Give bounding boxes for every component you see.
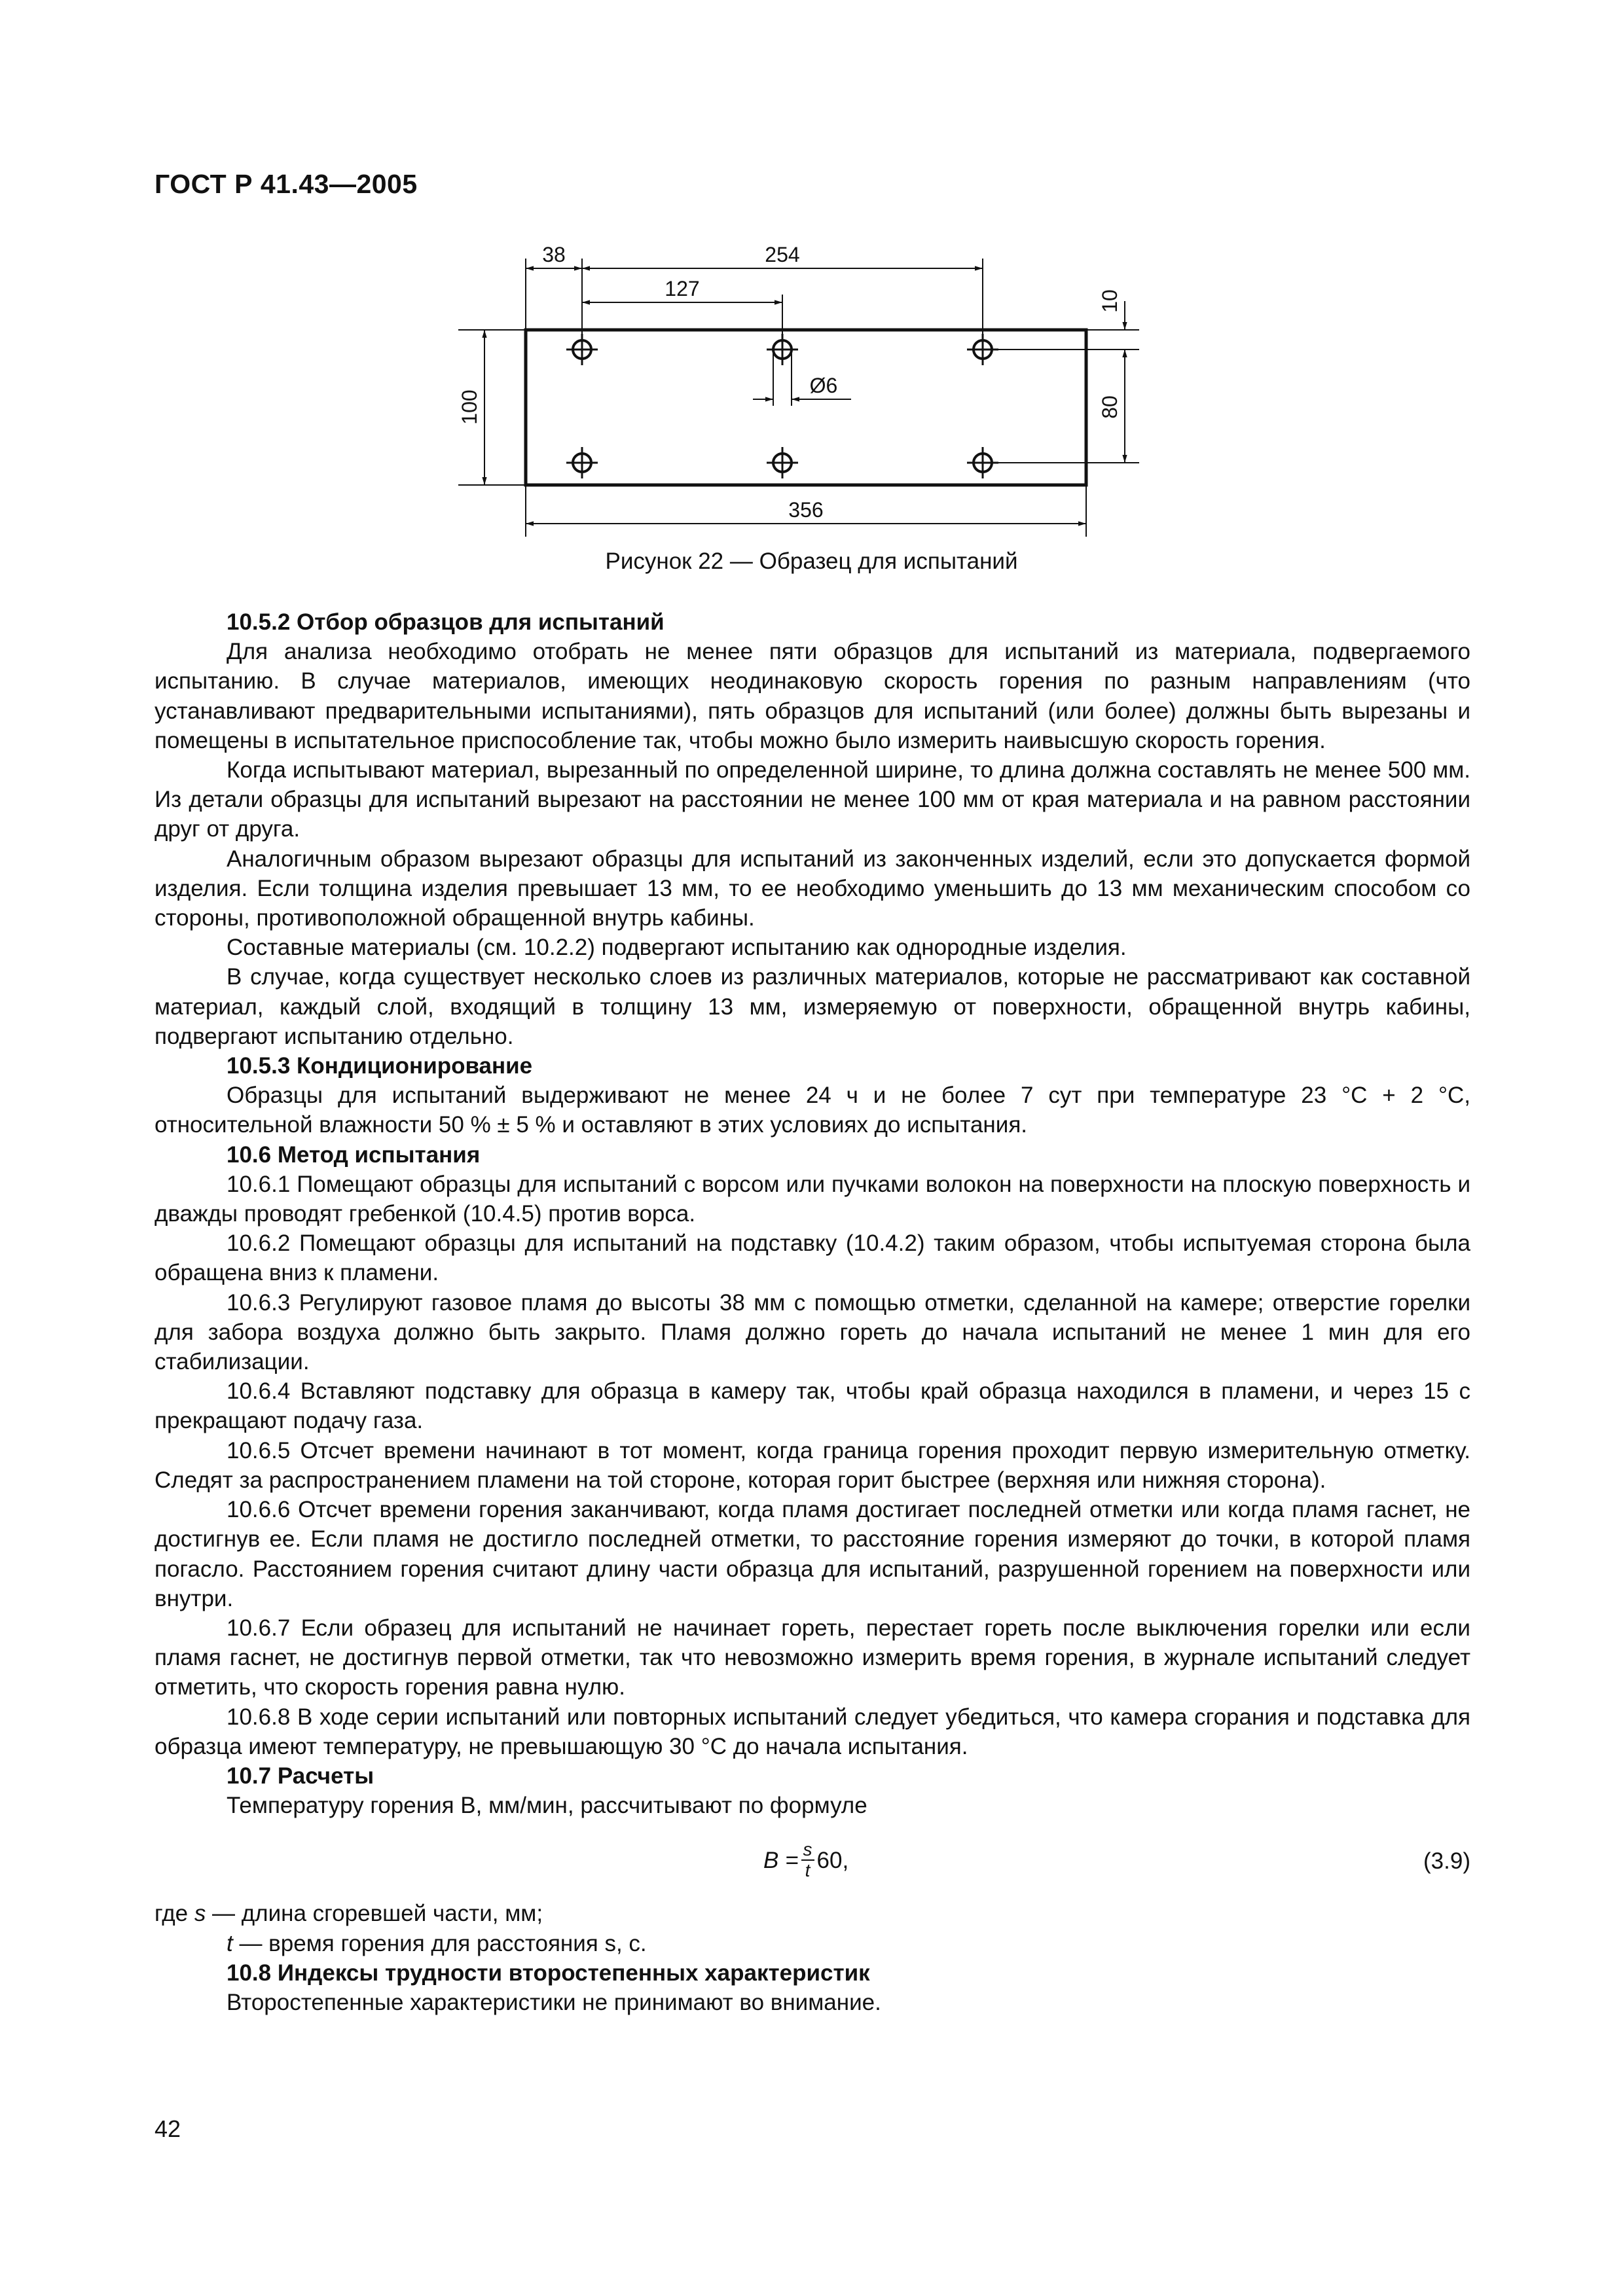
dim-label-254: 254 [765, 243, 800, 266]
paragraph: 10.6.6 Отсчет времени горения заканчивают, когда пламя достигает последней отметки или когда пламя гаснет, не достигнув ее. Если пламя не достигло последней отметки, то расстояние горения измеряют до точки, в которой пламя погасло. Расстоянием горения считают длину части образца для испытаний, разрушенной горением на поверхности или внутри. [155, 1497, 1470, 1611]
variable-definition: где s — длина сгоревшей части, мм; [155, 1901, 543, 1927]
section-heading: 10.5.3 Кондиционирование [227, 1053, 533, 1079]
section-heading: 10.7 Расчеты [227, 1763, 374, 1789]
paragraph: 10.6.3 Регулируют газовое пламя до высоты 38 мм с помощью отметки, сделанной на камере; отверстие горелки для забора воздуха должно быть закрыто. Пламя должно гореть до начала испытаний не менее 1 мин для его стабилизации. [155, 1289, 1470, 1375]
formula-expression [763, 1840, 848, 1880]
paragraph: Для анализа необходимо отобрать не менее пяти образцов для испытаний из материала, подвергаемого испытанию. В случае материалов, имеющих неодинаковую скорость горения по разным направлениям (что устанавливают предварительными испытаниями), пять образцов для испытаний (или более) должны быть вырезаны и помещены в испытательное приспособление так, чтобы можно было измерить наивысшую скорость горения. [155, 639, 1470, 753]
paragraph: 10.6.2 Помещают образцы для испытаний на подставку (10.4.2) таким образом, чтобы испытуемая сторона была обращена вниз к пламени. [155, 1230, 1470, 1286]
specimen-outline [526, 330, 1086, 485]
paragraph: Второстепенные характеристики не принимают во внимание. [227, 1989, 881, 2015]
specimen-drawing [0, 0, 1623, 589]
formula-number: (3.9) [1423, 1848, 1470, 1874]
formula-rhs: 60, [816, 1847, 849, 1873]
hole [967, 334, 998, 365]
dim-label-10: 10 [1098, 289, 1122, 313]
formula-numerator: s [801, 1840, 814, 1861]
page-number: 42 [155, 2115, 181, 2142]
variable-definition: t — время горения для расстояния s, с. [227, 1930, 647, 1956]
dim-label-127: 127 [665, 277, 700, 300]
dim-label-diameter: Ø6 [809, 374, 838, 397]
formula-fraction [801, 1840, 814, 1880]
figure-caption: Рисунок 22 — Образец для испытаний [605, 548, 1018, 574]
dim-label-80: 80 [1098, 395, 1122, 419]
dim-label-100: 100 [458, 389, 481, 425]
formula-lhs: B = [763, 1847, 799, 1873]
paragraph: Составные материалы (см. 10.2.2) подвергают испытанию как однородные изделия. [227, 935, 1127, 961]
paragraph: 10.6.7 Если образец для испытаний не начинает гореть, перестает гореть после выключения горелки или если пламя гаснет, не достигнув первой отметки, так что невозможно измерить время горения, в журнале испытаний следует отметить, что скорость горения равна нулю. [155, 1615, 1470, 1700]
hole [767, 334, 798, 365]
formula-denominator: t [805, 1860, 811, 1881]
paragraph: 10.6.1 Помещают образцы для испытаний с ворсом или пучками волокон на поверхности на плоскую поверхность и дважды проводят гребенкой (10.4.5) против ворса. [155, 1171, 1470, 1227]
paragraph: 10.6.5 Отсчет времени начинают в тот момент, когда граница горения проходит первую измерительную отметку. Следят за распространением пламени на той стороне, которая горит быстрее (верхняя или нижняя сторона). [155, 1437, 1470, 1493]
section-heading: 10.8 Индексы трудности второстепенных характеристик [227, 1960, 870, 1986]
hole [566, 447, 598, 478]
paragraph: Когда испытывают материал, вырезанный по определенной ширине, то длина должна составлять не менее 500 мм. Из детали образцы для испытаний вырезают на расстоянии не менее 100 мм от края материала и на равном расстоянии друг от друга. [155, 757, 1470, 842]
hole [967, 447, 998, 478]
paragraph: Аналогичным образом вырезают образцы для испытаний из законченных изделий, если это допускается формой изделия. Если толщина изделия превышает 13 мм, то ее необходимо уменьшить до 13 мм механическим способом со стороны, противоположной обращенной внутрь кабины. [155, 846, 1470, 931]
section-heading: 10.5.2 Отбор образцов для испытаний [227, 609, 665, 635]
paragraph: 10.6.8 В ходе серии испытаний или повторных испытаний следует убедиться, что камера сгорания и подставка для образца имеют температуру, не превышающую 30 °С до начала испытания. [155, 1704, 1470, 1759]
paragraph: 10.6.4 Вставляют подставку для образца в камеру так, чтобы край образца находился в пламени, и через 15 с прекращают подачу газа. [155, 1378, 1470, 1434]
dim-label-38: 38 [542, 243, 566, 266]
hole [566, 334, 598, 365]
hole [767, 447, 798, 478]
paragraph: Температуру горения B, мм/мин, рассчитывают по формуле [227, 1793, 867, 1819]
paragraph: В случае, когда существует несколько слоев из различных материалов, которые не рассматривают как составной материал, каждый слой, входящий в толщину 13 мм, измеряемую от поверхности, обращенной внутрь кабины, подвергают испытанию отдельно. [155, 964, 1470, 1049]
formula-block [155, 1820, 1470, 1899]
document-body [155, 607, 1470, 2017]
dim-label-356: 356 [788, 498, 824, 522]
section-heading: 10.6 Метод испытания [227, 1141, 481, 1168]
document-header: ГОСТ Р 41.43—2005 [155, 169, 418, 199]
paragraph: Образцы для испытаний выдерживают не менее 24 ч и не более 7 сут при температуре 23 °С + 2 °С, относительной влажности 50 % ± 5 % и оставляют в этих условиях до испытания. [155, 1083, 1470, 1138]
